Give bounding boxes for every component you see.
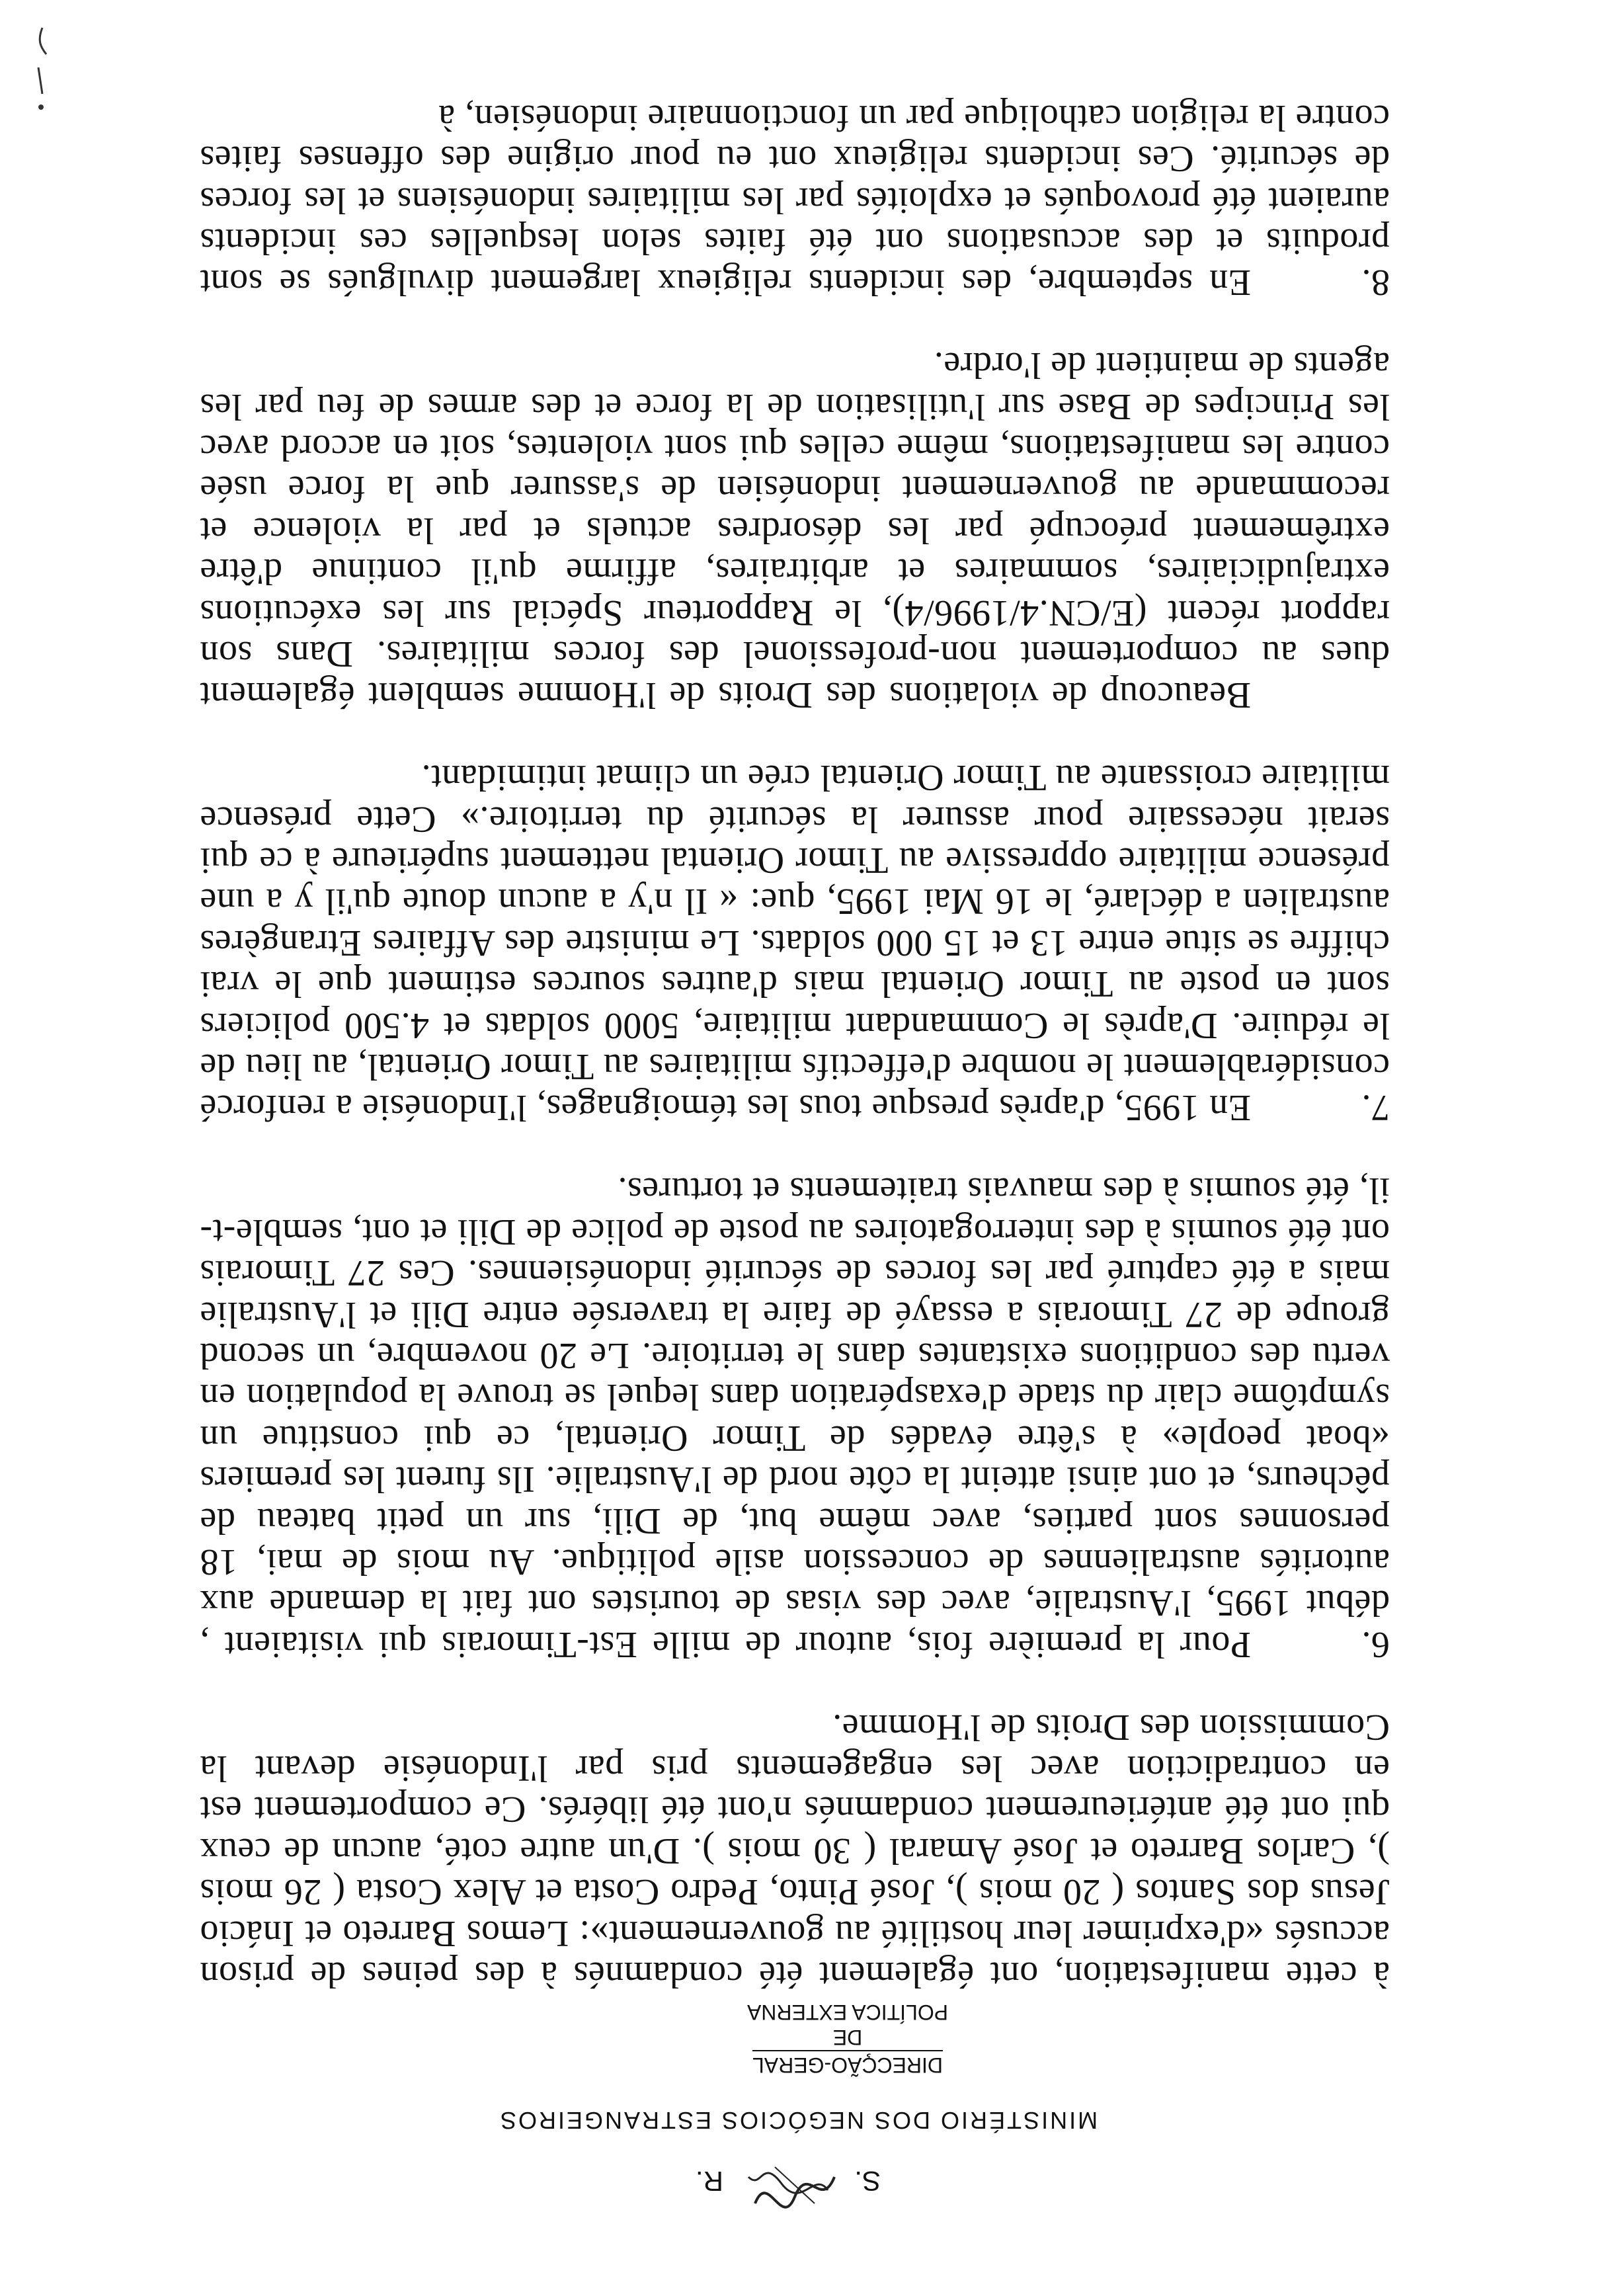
paragraph-7 [200,757,1390,1129]
intro-paragraph: à cette manifestation, ont également été condamnés à des peines de prison accusés «d'exprimer leur hostilité au gouvernement»: Lemos Barreto et Inácio Jesus dos Santos ( 20 mois ), José Pinto, Pedro Costa et Alex Costa ( 26 mois ), Carlos Barreto et José Amaral ( 30 mois ). D'un autre coté, aucun de ceux qui ont été antérieurement condamnés n'ont été libérés. Ce comportement est en contradiction avec les engagements pris par l'Indonésie devant la Commission des Droits de l'Homme. [200,1706,1390,1995]
paragraph-text: En 1995, d'après presque tous les témoignages, l'Indonésie a renforcé considérablement le nombre d'effectifs militaires au Timor Oriental, au lieu de le réduire. D'après le Commandant militaire, 5000 soldats et 4.500 policiers sont en poste au Timor Oriental mais d'autres sources estiment que le vrai chiffre se situe entre 13 et 15 000 soldats. Le ministre des Affaires Etrangères australien a déclaré, le 16 Mai 1995, que: « Il n'y a aucun doute qu'il y a une présence militaire oppressive au Timor Oriental nettement supérieure à ce qui serait nécessaire pour assurer la sécurité du territoire.» Cette présence militaire croissante au Timor Oriental crée un climat intimidant. [200,757,1390,1129]
department-heading [742,2000,953,2078]
margin-marks [21,21,61,114]
department-line-3: POLÍTICA EXTERNA [746,2000,949,2024]
department-line-2: DE [832,2026,863,2049]
document-body [200,97,1390,1995]
registry-stamp [696,2157,881,2217]
stamp-letter-s: S. [854,2166,881,2197]
pencil-mark-icon [21,21,61,114]
paragraph-text: En septembre, des incidents religieux largement divulgués se sont produits et des accusations ont été faites selon lesquelles ces incidents auraient été provoqués et exploités par les militaires indonésiens et les forces de sécurité. Ces incidents religieux ont eu pour origine des offenses faites contre la religion catholique par un fonctionnaire indonésien, à [200,97,1390,304]
paragraph-7-continued: Beaucoup de violations des Droits de l'Homme semblent également dues au comportement non-professionel des forces militaires. Dans son rapport récent (E/CN.4/1996/4), le Rapporteur Spécial sur les exécutions extrajudiciaires, sommaires et arbitraires, affirme qu'il continue d'être extrêmement préocupé par les désordres actuels et par la violence et recommande au gouvernement indonésien de s'assurer que la force usée contre les manifestations, même celles qui sont violentes, soit en accord avec les Principes de Base sur l'utilisation de la force et des armes de feu par les agents de maintient de l'ordre. [200,345,1390,716]
paragraph-8 [200,97,1390,303]
paragraph-6 [200,1170,1390,1665]
ministry-heading: MINISTÉRIO DOS NEGÓCIOS ESTRANGEIROS [498,2107,1098,2134]
handwritten-mark-icon [742,2157,841,2217]
department-line-1: DIRECÇÃO-GERAL [742,2050,953,2078]
paragraph-text: Pour la première fois, autour de mille Est-Timorais qui visitaient , début 1995, l'Australie, avec des visas de touristes ont fait la demande aux autorités australiennes de concession asile politique. Au mois de mai, 18 personnes sont parties, avec même but, de Dili, sur un petit bateau de pêcheurs, et ont ainsi atteint la côte nord de l'Australie. Ils furent les premiers «boat people» à s'être évadés de Timor Oriental, ce qui constitue un symptôme clair du stade d'exaspération dans lequel se trouve la population en vertu des conditions existantes dans le territoire. Le 20 novembre, un second groupe de 27 Timorais a essayé de faire la traversée entre Dili et l'Australie mais a été capturé par les forces de sécurité indonésiennes. Ces 27 Timorais ont été soumis à des interrogatoires au poste de police de Dili et ont, semble-t-il, été soumis à des mauvais traitements et tortures. [200,1170,1390,1665]
paragraph-number: 7. [1361,1087,1390,1129]
stamp-letter-r: R. [696,2166,723,2197]
paragraph-number: 8. [1361,262,1390,304]
paragraph-number: 6. [1361,1623,1390,1665]
